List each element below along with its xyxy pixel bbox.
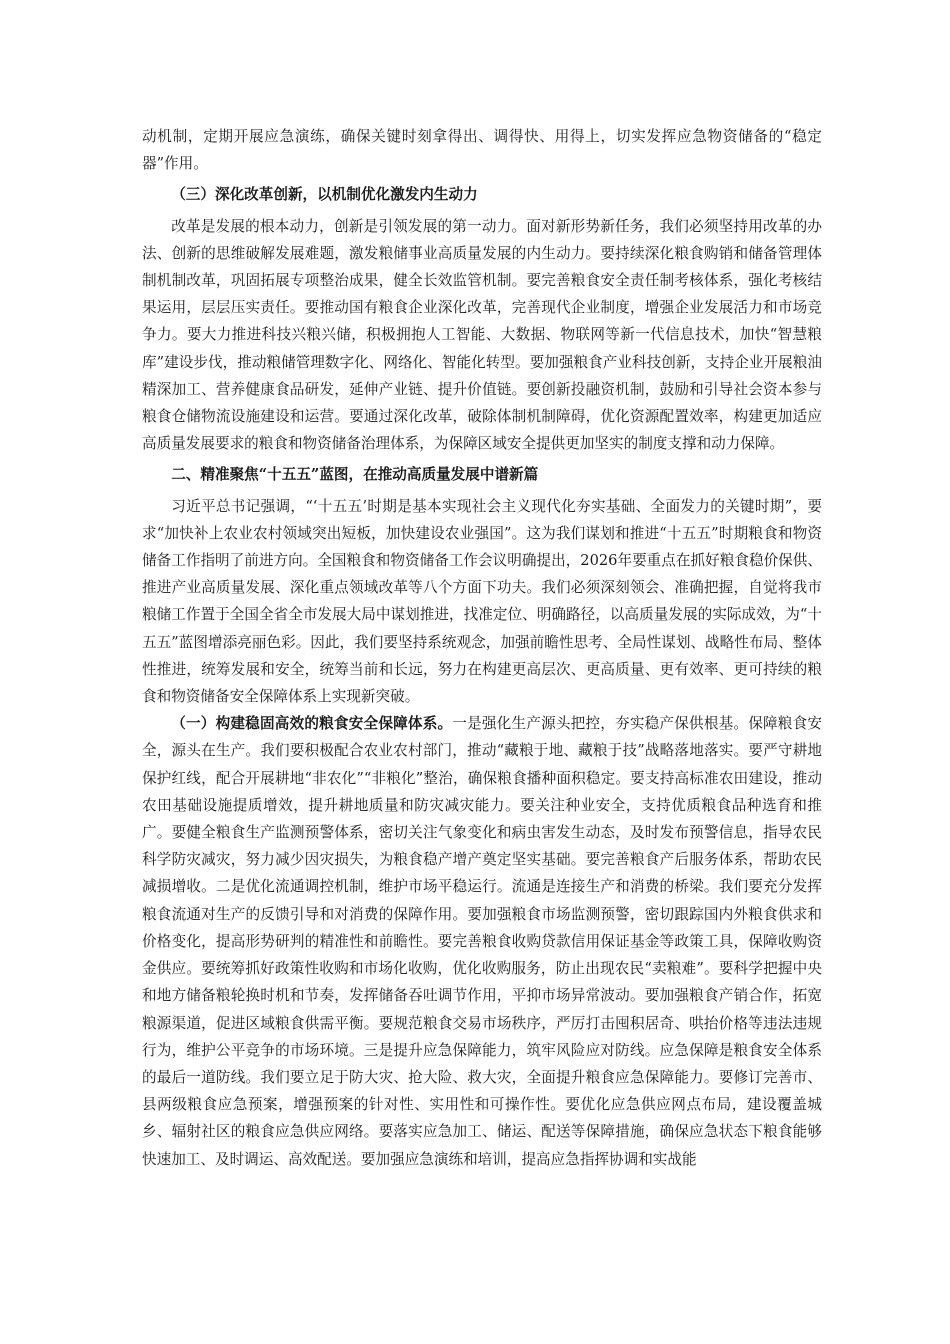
paragraph-xi-quote: 习近平总书记强调，“‘十五五’时期是基本实现社会主义现代化夯实基础、全面发力的关键时期”，要求“加快补上农业农村领域突出短板，加快建设农业强国”。这为我们谋划和推进“十五五”时期粮食和物资储备工作指明了前进方向。全国粮食和物资储备工作会议明确提出，2026年要重点在抓好粮食稳价保供、推进产业高质量发展、深化重点领域改革等八个方面下功夫。我们必须深刻领会、准确把握，自觉将我市粮储工作置于全国全省全市发展大局中谋划推进，找准定位、明确路径，以高质量发展的实际成效，为“十五五”蓝图增添亮丽色彩。因此，我们要坚持系统观念，加强前瞻性思考、全局性谋划、战略性布局、整体性推进，统筹发展和安全，统筹当前和长远，努力在构建更高层次、更高质量、更有效率、更可持续的粮食和物资储备安全保障体系上实现新突破。 xyxy=(142,497,822,706)
paragraph-reform: 改革是发展的根本动力，创新是引领发展的第一动力。面对新形势新任务，我们必须坚持用改革的办法、创新的思维破解发展难题，激发粮储事业高质量发展的内生动力。要持续深化粮食购销和储备管理体制机制改革，巩固拓展专项整治成果，健全长效监管机制。要完善粮食安全责任制考核体系，强化考核结果运用，层层压实责任。要推动国有粮食企业深化改革，完善现代企业制度，增强企业发展活力和市场竞争力。要大力推进科技兴粮兴储，积极拥抱人工智能、大数据、物联网等新一代信息技术，加快“智慧粮库”建设步伐，推动粮储管理数字化、网络化、智能化转型。要加强粮食产业科技创新，支持企业开展粮油精深加工、营养健康食品研发，延伸产业链、提升价值链。要创新投融资机制，鼓励和引导社会资本参与粮食仓储物流设施建设和运营。要通过深化改革，破除体制机制障碍，优化资源配置效率，构建更加适应高质量发展要求的粮食和物资储备治理体系，为保障区域安全提供更加坚实的制度支撑和动力保障。 xyxy=(142,217,822,453)
paragraph-lead-bold: （一）构建稳固高效的粮食安全保障体系。 xyxy=(171,715,453,733)
section-heading-3: （三）深化改革创新，以机制优化激发内生动力 xyxy=(171,186,478,204)
paragraph-security-system xyxy=(142,710,822,1172)
document-page xyxy=(142,123,822,1173)
paragraph-intro: 动机制，定期开展应急演练，确保关键时刻拿得出、调得快、用得上，切实发挥应急物资储备的“稳定器”作用。 xyxy=(142,128,822,173)
paragraph-body: 一是强化生产源头把控，夯实稳产保供根基。保障粮食安全，源头在生产。我们要积极配合农业农村部门，推动“藏粮于地、藏粮于技”战略落地落实。要严守耕地保护红线，配合开展耕地“非农化”“非粮化”整治，确保粮食播种面积稳定。要支持高标准农田建设，推动农田基础设施提质增效，提升耕地质量和防灾减灾能力。要关注种业安全，支持优质粮食品种选育和推广。要健全粮食生产监测预警体系，密切关注气象变化和病虫害发生动态，及时发布预警信息，指导农民科学防灾减灾，努力减少因灾损失，为粮食稳产增产奠定坚实基础。要完善粮食产后服务体系，帮助农民减损增收。二是优化流通调控机制，维护市场平稳运行。流通是连接生产和消费的桥梁。我们要充分发挥粮食流通对生产的反馈引导和对消费的保障作用。要加强粮食市场监测预警，密切跟踪国内外粮食供求和价格变化，提高形势研判的精准性和前瞻性。要完善粮食收购贷款信用保证基金等政策工具，保障收购资金供应。要统筹抓好政策性收购和市场化收购，优化收购服务，防止出现农民“卖粮难”。要科学把握中央和地方储备粮轮换时机和节奏，发挥储备吞吐调节作用，平抑市场异常波动。要加强粮食产销合作，拓宽粮源渠道，促进区域粮食供需平衡。要规范粮食交易市场秩序，严厉打击囤积居奇、哄抬价格等违法违规行为，维护公平竞争的市场环境。三是提升应急保障能力，筑牢风险应对防线。应急保障是粮食安全体系的最后一道防线。我们要立足于防大灾、抢大险、救大灾，全面提升粮食应急保障能力。要修订完善市、县两级粮食应急预案，增强预案的针对性、实用性和可操作性。要优化应急供应网点布局，建设覆盖城乡、辐射社区的粮食应急供应网络。要落实应急加工、储运、配送等保障措施，确保应急状态下粮食能够快速加工、及时调运、高效配送。要加强应急演练和培训，提高应急指挥协调和实战能 xyxy=(142,715,822,1168)
section-heading-2: 二、精准聚焦“十五五”蓝图，在推动高质量发展中谱新篇 xyxy=(171,466,539,484)
